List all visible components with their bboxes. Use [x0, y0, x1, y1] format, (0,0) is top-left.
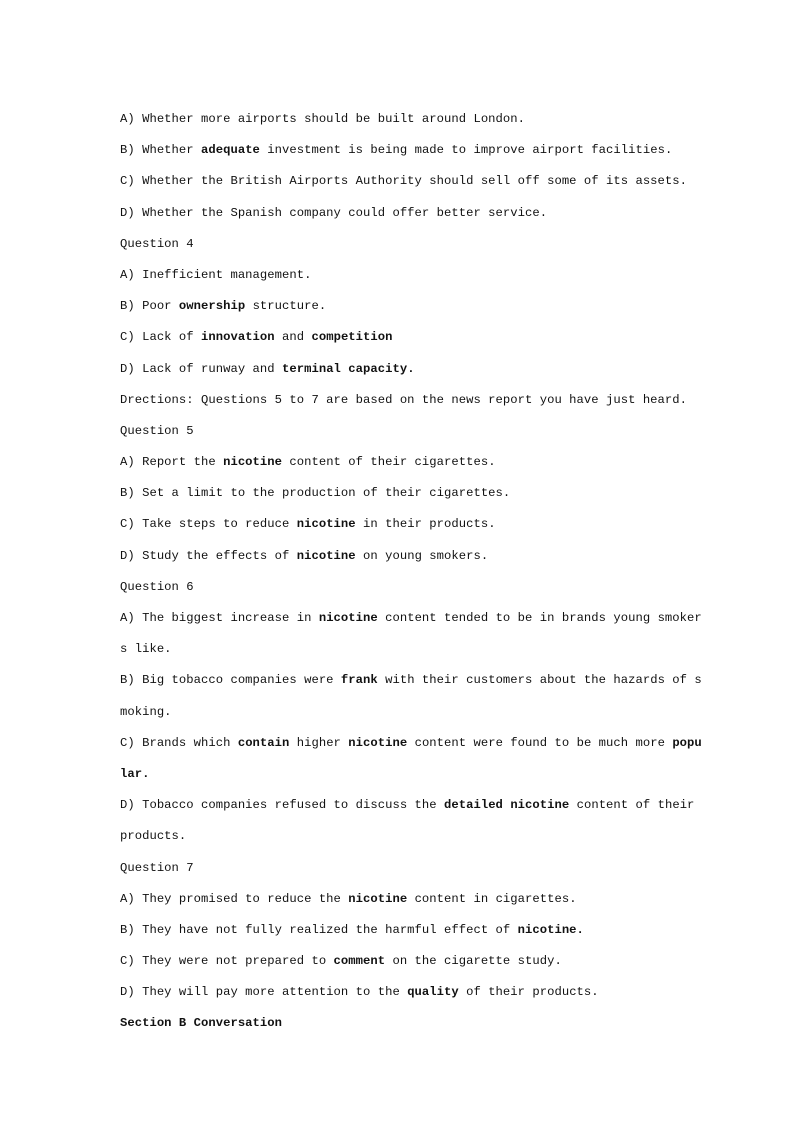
q3-option-d: [120, 198, 680, 229]
q7-option-b: [120, 915, 680, 946]
text-run: A) They promised to reduce the: [120, 891, 349, 906]
text-run: C) Take steps to reduce: [120, 517, 297, 532]
text-run: content tended to be in brands young smoker: [377, 611, 702, 625]
bold-term: Section B Conversation: [120, 1016, 283, 1031]
text-run: products.: [120, 829, 187, 844]
text-run: investment is being made to improve airport facilities.: [259, 143, 673, 158]
text-run: with their customers about the hazards of s: [377, 673, 702, 688]
bold-term: ownership: [178, 299, 246, 314]
q5-option-d: [120, 541, 680, 572]
q3-option-c: [120, 166, 688, 197]
text-run: B) Big tobacco companies were: [120, 673, 341, 688]
text-run: on young smokers.: [355, 548, 489, 563]
bold-term: quality: [407, 985, 459, 1000]
text-run: C) They were not prepared to: [120, 954, 334, 969]
question-7-heading: [120, 853, 680, 884]
q7-option-a: [120, 884, 680, 915]
q6-option-b-line2: [120, 697, 680, 728]
text-run: C) Whether the British Airports Authority should sell off some of its assets.: [120, 174, 688, 189]
q3-option-a: [120, 104, 680, 135]
bold-term: adequate: [201, 143, 260, 158]
q7-option-d: [120, 977, 680, 1008]
text-run: B) Poor: [120, 299, 179, 314]
text-run: structure.: [245, 299, 327, 314]
bold-term: nicotine: [348, 735, 408, 750]
q6-option-a-line1: [120, 603, 702, 634]
bold-term: nicotine: [510, 798, 570, 813]
text-run: D) Tobacco companies refused to discuss the: [120, 798, 445, 813]
text-run: B) They have not fully realized the harmful effect of: [120, 922, 518, 937]
q6-option-c-line1: [120, 728, 702, 759]
q3-option-b: [120, 135, 680, 166]
text-run: and: [274, 330, 312, 345]
q5-option-c: [120, 509, 680, 540]
text-run: on the cigarette study.: [385, 954, 562, 969]
text-run: Drections: Questions 5 to 7 are based on the news report you have just heard.: [120, 392, 688, 407]
text-run: Question 7: [120, 860, 194, 875]
document-page: [120, 104, 702, 1040]
text-run: content of their: [569, 798, 695, 813]
q5-option-b: [120, 478, 680, 509]
bold-term: competition: [311, 330, 393, 345]
bold-term: terminal capacity.: [282, 361, 415, 376]
text-run: A) Whether more airports should be built around London.: [120, 112, 526, 126]
q4-option-a: [120, 260, 680, 291]
bold-term: detailed: [444, 798, 503, 813]
text-run: content of their cigarettes.: [282, 455, 496, 470]
bold-term: innovation: [201, 330, 275, 345]
q4-option-d: [120, 354, 680, 385]
bold-term: nicotine: [296, 517, 356, 532]
text-run: content were found to be much more: [407, 735, 673, 750]
q4-option-b: [120, 291, 680, 322]
text-run: moking.: [120, 704, 172, 719]
q6-option-c-line2: [120, 759, 680, 790]
directions-5-7: [120, 385, 688, 416]
q4-option-c: [120, 322, 680, 353]
text-run: content in cigarettes.: [407, 891, 577, 906]
text-run: in their products.: [355, 517, 496, 532]
text-run: higher: [289, 735, 349, 750]
bold-term: frank: [340, 673, 378, 688]
text-run: A) The biggest increase in: [120, 611, 319, 625]
q6-option-b-line1: [120, 665, 702, 696]
text-run: B) Whether: [120, 143, 202, 158]
bold-term: nicotine: [318, 611, 378, 625]
text-run: Question 6: [120, 579, 194, 594]
text-run: B) Set a limit to the production of their cigarettes.: [120, 486, 511, 501]
q7-option-c: [120, 946, 680, 977]
text-run: A) Report the: [120, 455, 224, 470]
bold-term: nicotine: [223, 455, 283, 470]
text-run: D) Study the effects of: [120, 548, 297, 563]
section-b-heading: [120, 1008, 680, 1039]
q6-option-a-line2: [120, 634, 680, 665]
text-run: D) They will pay more attention to the: [120, 985, 408, 1000]
question-6-heading: [120, 572, 680, 603]
q5-option-a: [120, 447, 680, 478]
text-run: D) Whether the Spanish company could offer better service.: [120, 205, 548, 220]
question-5-heading: [120, 416, 680, 447]
text-run: D) Lack of runway and: [120, 361, 283, 376]
text-run: Question 4: [120, 236, 194, 251]
q6-option-d-line1: [120, 790, 695, 821]
text-run: A) Inefficient management.: [120, 267, 312, 282]
question-4-heading: [120, 229, 680, 260]
text-run: of their products.: [458, 985, 599, 1000]
text-run: C) Brands which: [120, 735, 238, 750]
bold-term: nicotine.: [517, 922, 584, 937]
bold-term: lar.: [120, 766, 150, 781]
q6-option-d-line2: [120, 821, 680, 852]
bold-term: contain: [237, 735, 290, 750]
bold-term: comment: [333, 954, 386, 969]
bold-term: popu: [672, 735, 702, 750]
text-run: Question 5: [120, 423, 194, 438]
text-run: C) Lack of: [120, 330, 202, 345]
bold-term: nicotine: [296, 548, 356, 563]
bold-term: nicotine: [348, 891, 408, 906]
text-run: s like.: [120, 642, 172, 657]
